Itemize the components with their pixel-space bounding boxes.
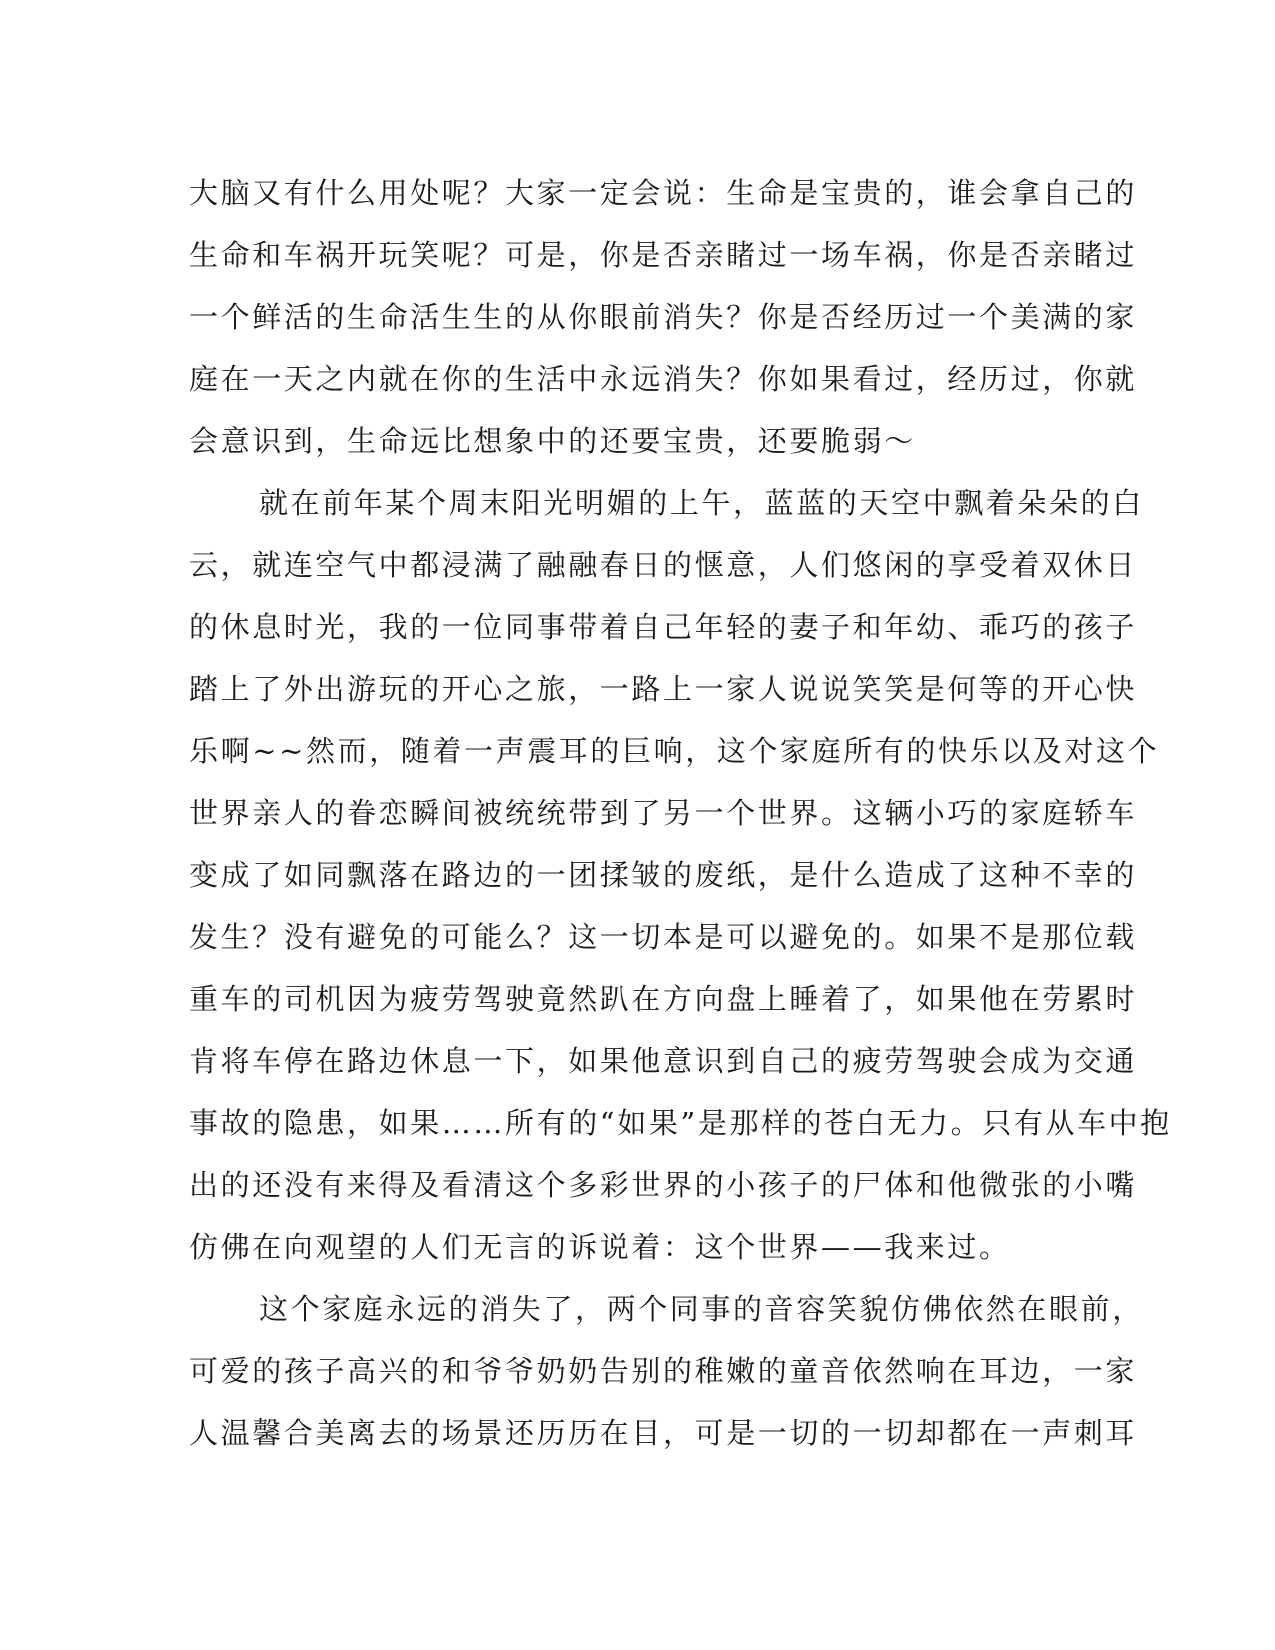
text-line: 发生？没有避免的可能么？这一切本是可以避免的。如果不是那位载 (189, 920, 1138, 954)
text-line: 世界亲人的眷恋瞬间被统统带到了另一个世界。这辆小巧的家庭轿车 (189, 796, 1138, 830)
text-line: 生命和车祸开玩笑呢？可是，你是否亲睹过一场车祸，你是否亲睹过 (189, 238, 1138, 272)
text-line: 重车的司机因为疲劳驾驶竟然趴在方向盘上睡着了，如果他在劳累时 (189, 982, 1138, 1016)
paragraph-first-line: 就在前年某个周末阳光明媚的上午，蓝蓝的天空中飘着朵朵的白 (259, 486, 1144, 520)
text-line: 踏上了外出游玩的开心之旅，一路上一家人说说笑笑是何等的开心快 (189, 672, 1138, 706)
text-line: 会意识到，生命远比想象中的还要宝贵，还要脆弱～ (189, 424, 916, 458)
text-line: 一个鲜活的生命活生生的从你眼前消失？你是否经历过一个美满的家 (189, 300, 1138, 334)
text-line: 人温馨合美离去的场景还历历在目，可是一切的一切却都在一声刺耳 (189, 1416, 1138, 1450)
text-line: 事故的隐患，如果……所有的“如果”是那样的苍白无力。只有从车中抱 (189, 1106, 1172, 1140)
text-line: 出的还没有来得及看清这个多彩世界的小孩子的尸体和他微张的小嘴 (189, 1168, 1138, 1202)
text-line: 可爱的孩子高兴的和爷爷奶奶告别的稚嫩的童音依然响在耳边，一家 (189, 1354, 1138, 1388)
body-text (189, 162, 1172, 1464)
paragraph-first-line: 这个家庭永远的消失了，两个同事的音容笑貌仿佛依然在眼前， (259, 1292, 1144, 1326)
text-line: 仿佛在向观望的人们无言的诉说着：这个世界——我来过。 (189, 1230, 1011, 1264)
text-line: 的休息时光，我的一位同事带着自己年轻的妻子和年幼、乖巧的孩子 (189, 610, 1138, 644)
text-line: 乐啊~~然而，随着一声震耳的巨响，这个家庭所有的快乐以及对这个 (189, 734, 1160, 768)
text-line: 肯将车停在路边休息一下，如果他意识到自己的疲劳驾驶会成为交通 (189, 1044, 1138, 1078)
text-line: 变成了如同飘落在路边的一团揉皱的废纸，是什么造成了这种不幸的 (189, 858, 1138, 892)
text-line: 庭在一天之内就在你的生活中永远消失？你如果看过，经历过，你就 (189, 362, 1138, 396)
text-line: 大脑又有什么用处呢？大家一定会说：生命是宝贵的，谁会拿自己的 (189, 176, 1138, 210)
text-line: 云，就连空气中都浸满了融融春日的惬意，人们悠闲的享受着双休日 (189, 548, 1138, 582)
